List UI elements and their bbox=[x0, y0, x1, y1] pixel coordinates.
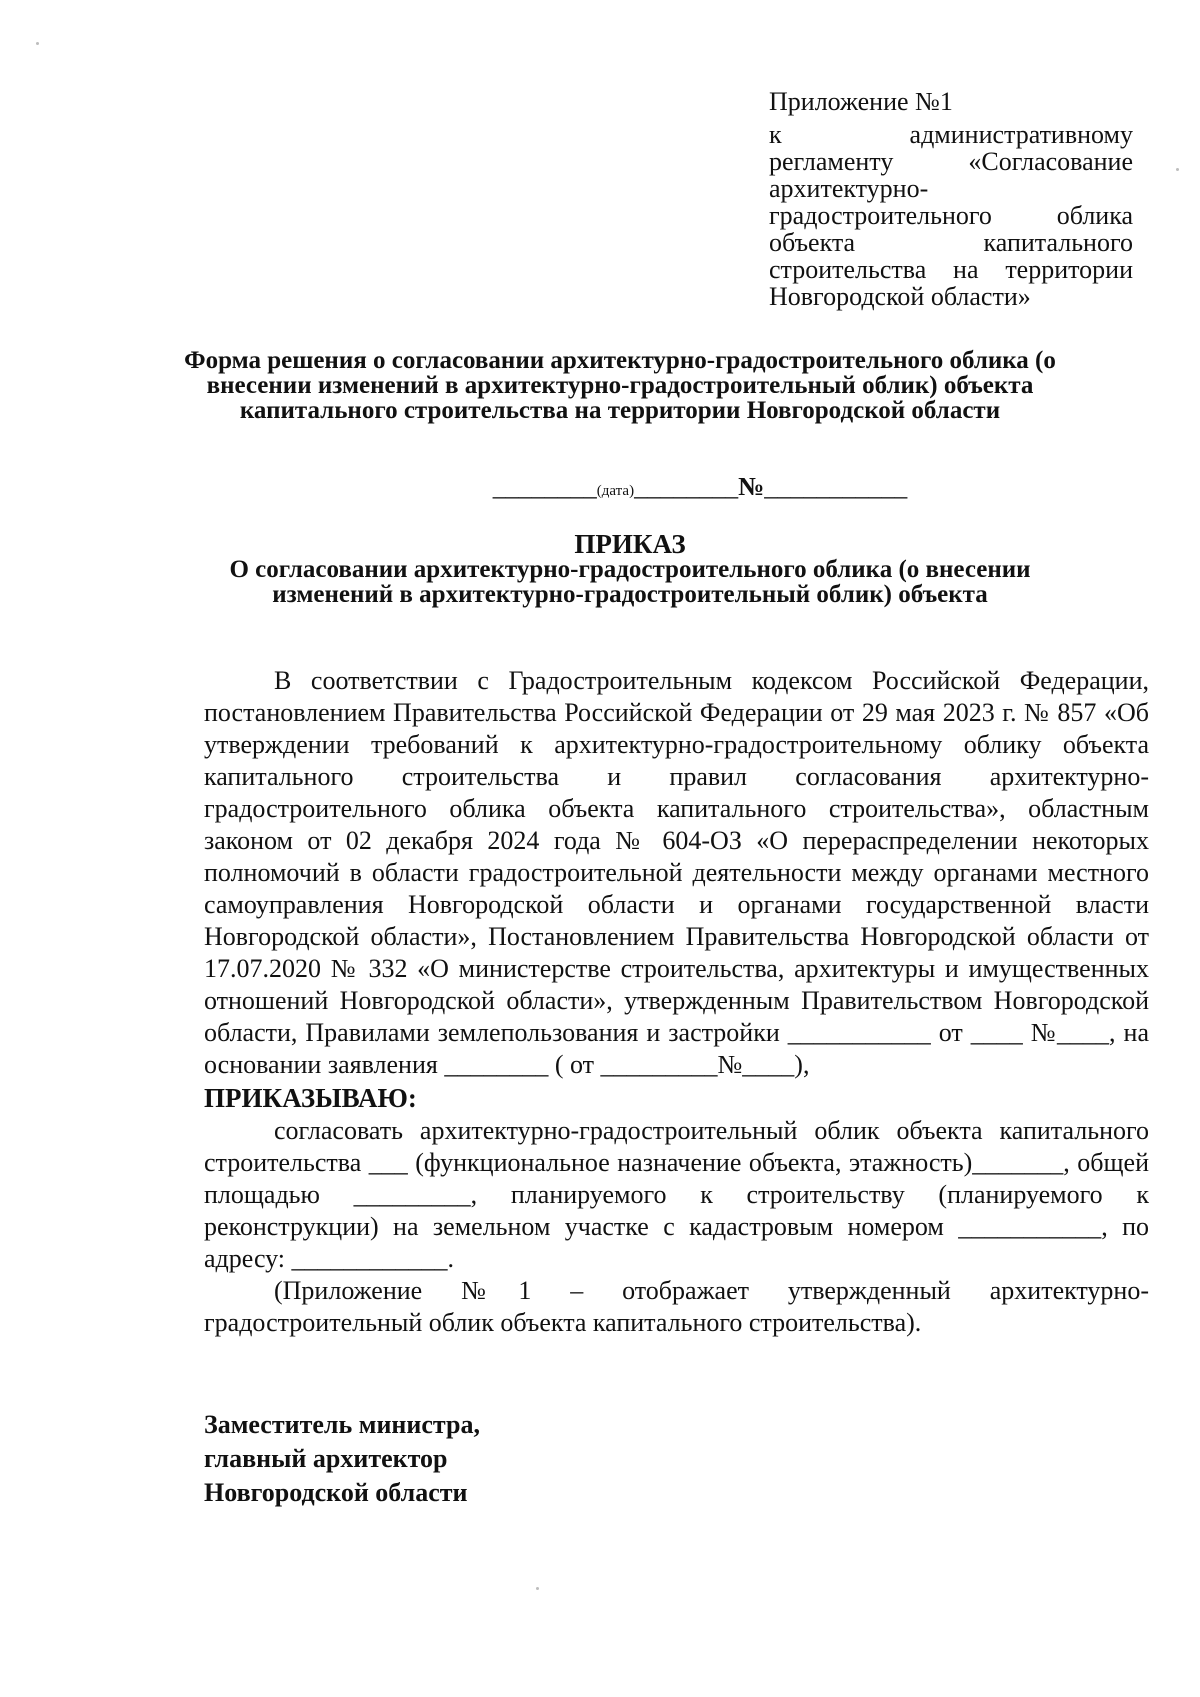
scan-speck bbox=[1176, 168, 1179, 171]
signature-line-1: Заместитель министра, bbox=[204, 1410, 480, 1439]
annex-block bbox=[769, 88, 1133, 310]
legal-basis-paragraph: В соответствии с Градостроительным кодексом Российской Федерации, постановлением Правительства Российской Федерации от 29 мая 2023 г. № 857 «Об утверждении требований к архитектурно-градостроительному облику объекта капитального строительства и правил согласования архитектурно-градостроительного облика объекта капитального строительства», областным законом от 02 декабря 2024 года № 604-ОЗ «О перераспределении некоторых полномочий в области градостроительной деятельности между органами местного самоуправления Новгородской области и органами государственной власти Новгородской области», Постановлением Правительства Новгородской области от 17.07.2020 № 332 «О министерстве строительства, архитектуры и имущественных отношений Новгородской области», утвержденным Правительством Новгородской области, Правилами землепользования и застройки ___________ от ____ №____, на основании заявления ________ ( от _________№____), bbox=[204, 666, 1149, 1079]
signature-line-3: Новгородской области bbox=[204, 1478, 468, 1507]
number-label: № bbox=[738, 472, 765, 501]
signature-block bbox=[204, 1408, 704, 1510]
signature-line-2: главный архитектор bbox=[204, 1444, 448, 1473]
date-number-line bbox=[490, 472, 910, 502]
command-heading: ПРИКАЗЫВАЮ: bbox=[204, 1083, 417, 1113]
date-blank-2: ________ bbox=[634, 472, 739, 501]
date-label: (дата) bbox=[596, 483, 635, 499]
number-blank: ___________ bbox=[764, 472, 908, 501]
order-title: ПРИКАЗ bbox=[574, 529, 686, 559]
annex-title: Приложение №1 bbox=[769, 87, 953, 116]
order-body bbox=[204, 665, 1149, 1339]
scan-speck bbox=[36, 42, 39, 45]
approval-paragraph: согласовать архитектурно-градостроительный облик объекта капитального строительства ___ (функциональное назначение объекта, этажность)_______, общей площадью _________, планируемого к строительству (планируемого к реконструкции) на земельном участке с кадастровым номером ___________, по адресу: ____________. bbox=[204, 1116, 1149, 1273]
annex-note-paragraph: (Приложение №1 – отображает утвержденный архитектурно-градостроительный облик объекта капитального строительства). bbox=[204, 1276, 1149, 1337]
date-blank: ________ bbox=[492, 472, 597, 501]
annex-reference: к административному регламенту «Согласование архитектурно-градостроительного облика объекта капитального строительства на территории Новгородской области» bbox=[769, 120, 1133, 311]
scan-speck bbox=[536, 1587, 539, 1590]
form-title: Форма решения о согласовании архитектурно-градостроительного облика (о внесении изменений в архитектурно-градостроительный облик) объекта капитального строительства на территории Новгородской области bbox=[184, 347, 1056, 424]
order-heading bbox=[200, 529, 1060, 608]
order-subtitle: О согласовании архитектурно-градостроительного облика (о внесении изменений в архитектурно-градостроительный облик) объекта bbox=[229, 556, 1031, 608]
